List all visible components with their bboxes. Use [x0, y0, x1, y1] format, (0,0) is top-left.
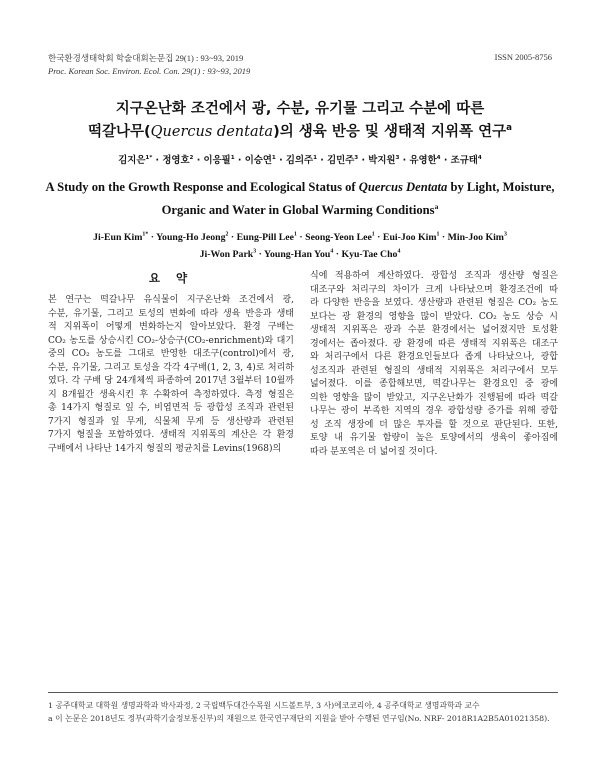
author-kr-affiliation-mark: 1 [230, 154, 235, 161]
author-kr-name: 유영한 [409, 155, 437, 166]
abstract-text-line: 생태적 지위폭은 광과 수분 환경에서는 넓어졌지만 토성환 [310, 325, 558, 335]
footnote-affiliations: 1 공주대학교 대학원 생명과학과 박사과정, 2 국립백두대간수목원 시드볼트부, 3 사)에코코리아, 4 공주대학교 생명과학과 교수 [48, 701, 480, 710]
title-en-line2-text: Organic and Water in Global Warming Conditions [161, 203, 435, 217]
author-en-name: Kyu-Tae Cho [341, 249, 398, 260]
author-en-affiliation-mark: 1* [142, 231, 149, 238]
abstract-text-line: 7가지 형질과 잎 무게, 식물체 무게 등 생산량과 관련된 [48, 416, 294, 427]
abstract-text-line: 7가지 형질을 포함하였다. 생태적 지위폭의 계산은 각 환경 [48, 430, 294, 440]
authors-kr [20, 152, 580, 166]
abstract-text-line: 토양 내 유기물 함량이 높은 토양에서의 생육이 좋아짐에 [310, 433, 558, 443]
author-en-name: Min-Joo Kim [447, 232, 504, 243]
author-kr-name: 조규태 [450, 155, 478, 166]
abstract-text-line: 지 8개월간 생육시킨 후 수확하여 측정하였다. 측정 형질은 [48, 389, 294, 400]
abstract-text-line: 대조구와 처리구의 차이가 크게 나타났으며 환경조건에 따 [310, 284, 558, 295]
abstract-text-line: 구배에서 나타난 14가지 형질의 평균치를 Levins(1968)의 [48, 443, 282, 454]
title-en-pre: A Study on the Growth Response and Ecological Status of [45, 180, 359, 194]
journal-citation-kr: 한국환경생태학회 학술대회논문집 29(1) : 93~93, 2019 [48, 53, 244, 63]
authors-en-line2 [20, 249, 580, 260]
abstract-text-line: 경에서는 좁아졌다. 광 환경에 따른 생태적 지위폭은 대조구 [310, 338, 558, 349]
abstract-text-line: 성조직과 관련된 형질의 생태적 지위폭은 처리구에서 모두 [310, 365, 558, 376]
author-en-name: Ji-Eun Kim [93, 232, 143, 243]
title-en-post: by Light, Moisture, [447, 180, 555, 194]
author-kr-affiliation-mark: 3 [354, 154, 359, 161]
author-kr-affiliation-mark: 1 [313, 154, 318, 161]
author-kr-affiliation-mark: 4 [477, 154, 482, 161]
title-en-line1 [20, 180, 580, 195]
author-en-name: Seong-Yeon Lee [305, 232, 372, 243]
abstract-text-line: 와 처리구에서 다른 환경요인들보다 좁게 나타났으나, 광합 [310, 352, 558, 362]
abstract-text-line: 의한 영향을 많이 받았고, 지구온난화가 진행됨에 따라 떡갈 [310, 392, 558, 403]
title-kr-species: Quercus dentata [150, 124, 274, 140]
author-separator: · [234, 155, 245, 166]
abstract-text-line: 수분, 유기물, 그리고 토성을 각각 4구배(1, 2, 3, 4)로 처리하 [48, 362, 294, 373]
author-separator: · [148, 232, 157, 243]
author-kr-name: 정영호 [162, 155, 190, 166]
author-en-name: Eui-Joo Kim [382, 232, 437, 243]
author-kr-affiliation-mark: 1 [271, 154, 276, 161]
author-separator: · [193, 155, 204, 166]
author-en-affiliation-mark: 2 [225, 231, 229, 238]
abstract-text-line: 넓어졌다. 이를 종합해보면, 떡갈나무는 환경요인 중 광에 [310, 379, 558, 389]
author-separator: · [399, 155, 410, 166]
title-kr-sup: a [506, 123, 512, 134]
journal-citation-en: Proc. Korean Soc. Environ. Ecol. Con. 29(1) : 93~93, 2019 [48, 66, 251, 76]
author-en-affiliation-mark: 1 [294, 231, 297, 238]
author-separator: · [296, 232, 306, 243]
footnote-funding: a 이 논문은 2018년도 정부(과학기술정보통신부)의 재원으로 한국연구재단의 지원을 받아 수행된 연구임(No. NRF- 2018R1A2B5A01021358). [48, 714, 550, 723]
author-kr-affiliation-mark: 4 [436, 154, 441, 161]
author-en-affiliation-mark: 3 [503, 231, 507, 238]
title-kr-line2 [20, 120, 580, 141]
author-en-name: Ji-Won Park [199, 249, 254, 260]
author-kr-name: 이승연 [244, 155, 272, 166]
author-kr-affiliation-mark: 2 [189, 154, 194, 161]
abstract-text-line: 보다는 광 환경의 영향을 많이 받았다. CO₂ 농도 상승 시 [310, 311, 558, 322]
abstract-text-line: CO₂ 농도를 상승시킨 CO₂-상승구(CO₂-enrichment)와 대기 [48, 335, 294, 346]
abstract-text-line: 수분, 유기물, 그리고 토성의 변화에 따라 생육 반응과 생태 [48, 308, 294, 319]
author-separator: · [152, 155, 163, 166]
author-separator: · [440, 155, 451, 166]
author-kr-affiliation-mark: 1* [145, 154, 153, 161]
author-en-name: Eung-Pill Lee [236, 232, 295, 243]
abstract-text-line: 총 14가지 형질로 잎 수, 비엽면적 등 광합성 조직과 관련된 [48, 403, 294, 413]
author-separator: · [317, 155, 328, 166]
author-kr-name: 김민주 [327, 155, 355, 166]
author-kr-name: 김지은 [118, 155, 146, 166]
abstract-text-line: 였다. 각 구배 당 24개체씩 파종하여 2017년 3월부터 10월까 [48, 376, 294, 386]
abstract-left-column [48, 294, 294, 456]
author-kr-affiliation-mark: 3 [395, 154, 400, 161]
abstract-right-column [310, 270, 558, 459]
authors-en-line1 [20, 232, 580, 243]
author-separator: · [256, 249, 264, 260]
author-en-name: Young-Ho Jeong [156, 232, 226, 243]
author-en-affiliation-mark: 4 [330, 248, 334, 255]
abstract-text-line: 중의 CO₂ 농도를 그대로 반영한 대조구(control)에서 광, [48, 349, 294, 359]
title-kr-post: )의 생육 반응 및 생태적 지위폭 연구 [273, 124, 507, 140]
abstract-text-line: 나무는 광이 부족한 지역의 경우 광합성량 증가를 위해 광합 [310, 406, 558, 416]
title-en-sup: a [434, 201, 439, 211]
author-kr-name: 이응필 [203, 155, 231, 166]
abstract-text-line: 성 조직 생장에 더 많은 투자를 할 것으로 판단된다. 또한, [310, 419, 558, 430]
title-kr-line1: 지구온난화 조건에서 광, 수분, 유기물 그리고 수분에 따른 [115, 101, 485, 117]
abstract-text-line: 본 연구는 떡갈나무 유식물이 지구온난화 조건에서 광, [48, 295, 294, 305]
author-separator: · [333, 249, 342, 260]
author-en-affiliation-mark: 1 [436, 231, 440, 238]
footnote-divider [48, 692, 558, 693]
abstract-heading: 요 약 [148, 271, 194, 285]
author-en-affiliation-mark: 3 [253, 248, 257, 255]
author-en-name: Young-Han You [264, 249, 331, 260]
author-separator: · [275, 155, 286, 166]
author-kr-name: 김의주 [285, 155, 314, 166]
author-separator: · [358, 155, 369, 166]
title-en-line2 [20, 203, 580, 218]
title-kr-pre: 떡갈나무( [88, 124, 151, 140]
author-en-affiliation-mark: 1 [371, 231, 375, 238]
author-kr-name: 박지원 [368, 155, 396, 166]
author-separator: · [439, 232, 448, 243]
title-en-species: Quercus Dentata [358, 180, 448, 194]
abstract-text-line: 라 다양한 반응을 보였다. 생산량과 관련된 형질은 CO₂ 농도 [310, 298, 558, 308]
author-en-affiliation-mark: 4 [397, 248, 401, 255]
author-separator: · [374, 232, 383, 243]
abstract-text-line: 따라 분포역은 더 넓어질 것이다. [310, 446, 438, 457]
author-separator: · [228, 232, 237, 243]
abstract-text-line: 적 지위폭이 어떻게 변화하는지 알아보았다. 환경 구배는 [48, 322, 294, 332]
issn: ISSN 2005-8756 [494, 52, 552, 62]
abstract-text-line: 식에 적용하여 계산하였다. 광합성 조직과 생산량 형질은 [310, 271, 558, 281]
